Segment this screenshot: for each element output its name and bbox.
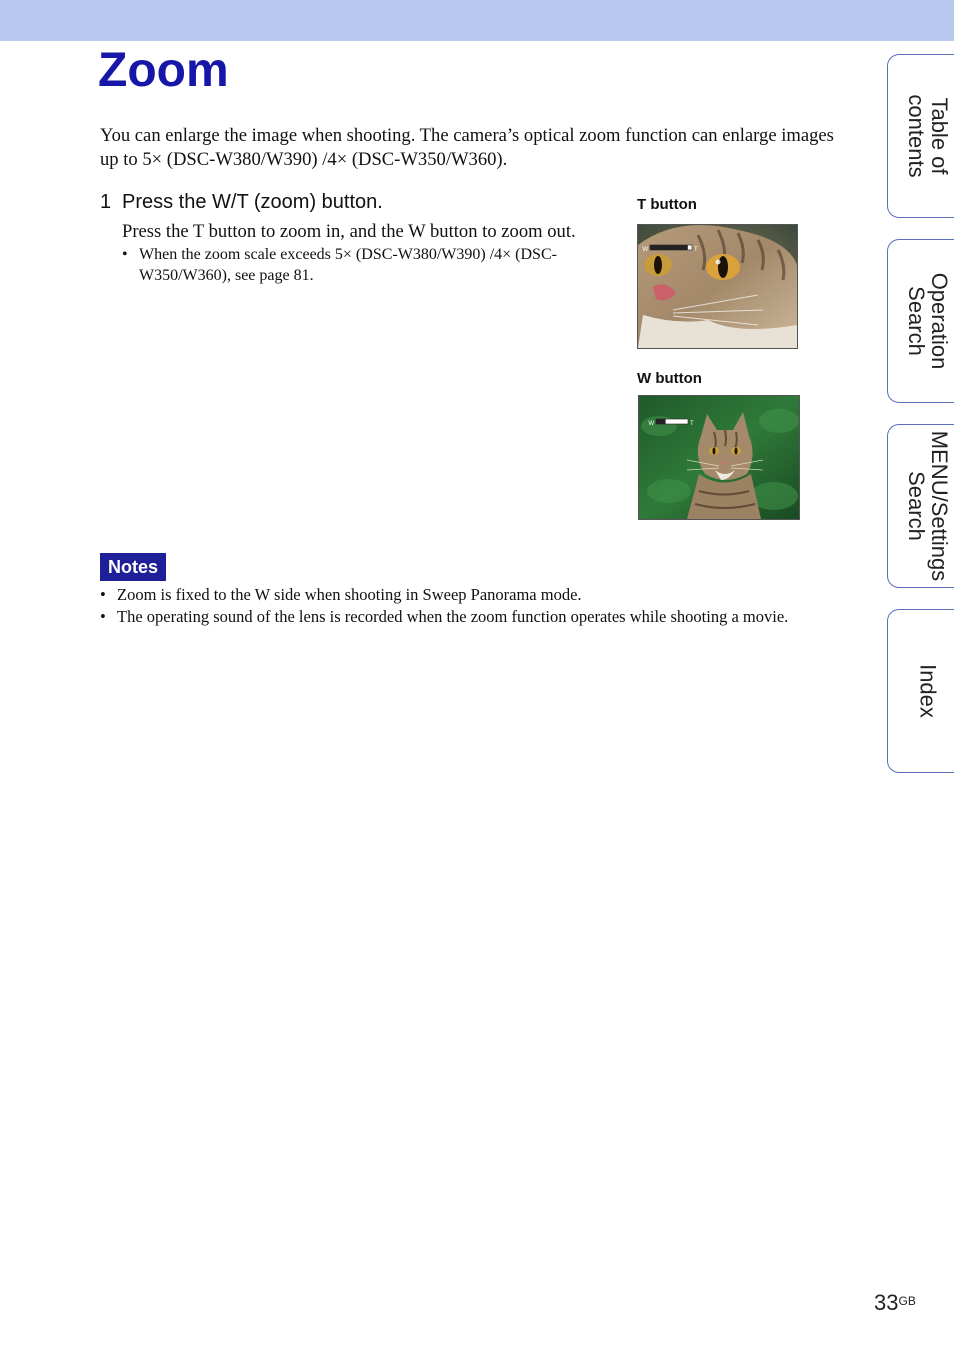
bullet-glyph: • xyxy=(122,246,128,263)
note-text: Zoom is fixed to the W side when shooting in Sweep Panorama mode. xyxy=(117,585,582,604)
step-number: 1 xyxy=(100,191,112,213)
cat-wide-image xyxy=(639,396,799,519)
note-text: The operating sound of the lens is recorded when the zoom function operates while shooting a movie. xyxy=(117,607,789,626)
zoom-bar-t-label: T xyxy=(690,421,694,427)
tab-label: MENU/Settings Search xyxy=(903,430,952,582)
step-body: Press the T button to zoom in, and the W button to zoom out. xyxy=(122,221,576,242)
zoom-bar-w-label: W xyxy=(642,247,648,253)
step-bullet-text: When the zoom scale exceeds 5× (DSC-W380/W390) /4× (DSC-W350/W360), see page 81. xyxy=(139,246,557,284)
step-bullet-list xyxy=(122,244,602,286)
w-button-photo xyxy=(638,395,800,520)
top-color-band xyxy=(0,0,954,41)
cat-closeup-image xyxy=(638,225,797,348)
notes-badge: Notes xyxy=(100,553,166,581)
step-heading xyxy=(100,189,383,215)
list-item xyxy=(100,584,845,606)
w-button-label: W button xyxy=(637,370,702,387)
tab-label: Table of contents xyxy=(903,94,952,178)
zoom-bar-t-label: T xyxy=(694,247,698,253)
t-button-photo xyxy=(637,224,798,349)
tab-operation-search[interactable] xyxy=(887,239,954,403)
step-heading-text: Press the W/T (zoom) button. xyxy=(122,191,383,213)
tab-index[interactable] xyxy=(887,609,954,773)
tab-label: Operation Search xyxy=(903,272,952,370)
tab-menu-settings-search[interactable] xyxy=(887,424,954,588)
tab-table-of-contents[interactable] xyxy=(887,54,954,218)
notes-list xyxy=(100,584,845,628)
tab-label: Index xyxy=(915,664,940,718)
page-title: Zoom xyxy=(98,44,229,97)
intro-paragraph: You can enlarge the image when shooting. The camera’s optical zoom function can enlarge images up to 5× (DSC-W380/W390) /4× (DSC-W350/W360). xyxy=(100,125,834,170)
t-button-label: T button xyxy=(637,196,697,213)
bullet-glyph: • xyxy=(100,585,106,604)
list-item xyxy=(100,606,845,628)
page-number: $33^{GB}$ xyxy=(874,1290,916,1315)
bullet-glyph: • xyxy=(100,607,106,626)
zoom-bar-w-label: W xyxy=(648,421,654,427)
list-item xyxy=(122,244,602,286)
